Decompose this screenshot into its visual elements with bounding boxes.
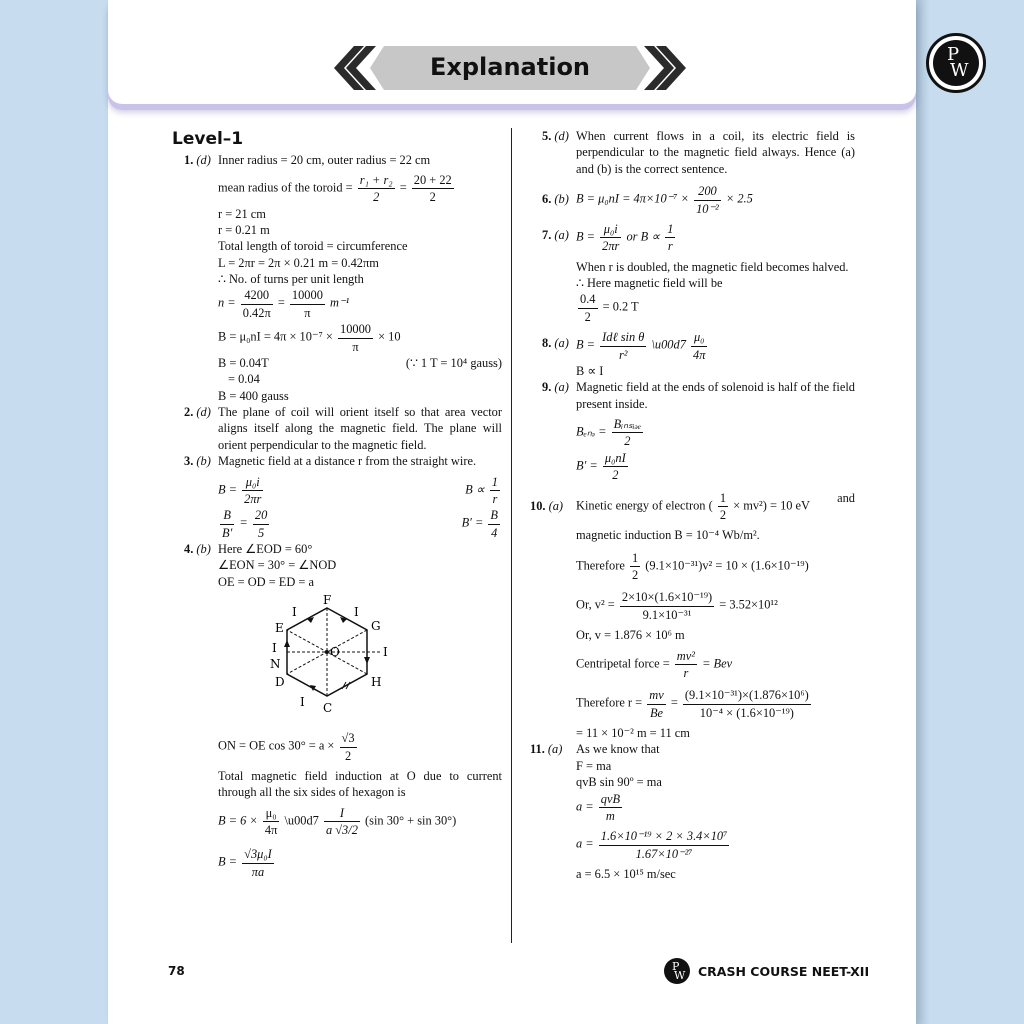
page-edge-shadow <box>916 0 930 1024</box>
question-4: 4. (b) Here ∠EOD = 60° ∠EON = 30° = ∠NOD OE = OD = ED = a F I G I H C I D N I E I O ON = OE cos 30° = a × $\frac{√3}{2}$ Total magnetic field induction at O due to current through all the six sides of hexagon is B = 6 × $\frac{\text{μ₀}}{4\pi}$ \u00d7 $\frac{I}{a √3/2}$ (sin 30° + sin 30°) B = $\frac{\text{√3μ₀I}}{\pi a}$ <box>184 542 502 879</box>
question-5: 5. (d) When current flows in a coil, its electric field is perpendicular to the magnetic field always. Hence (a) and (b) is the correct sentence. <box>542 129 855 176</box>
hex-label-H: H <box>371 675 382 690</box>
hexagon-diagram <box>272 594 412 726</box>
right-chevrons-icon <box>648 46 688 90</box>
hex-label-I-top-right: I <box>354 605 359 620</box>
question-6: 6. (b) B = μ₀nI = 4π×10⁻⁷ × $\frac{200}{\text{10⁻²}}$ × 2.5 <box>542 184 753 216</box>
hex-label-O: O <box>330 645 340 660</box>
question-1: 1. (d) Inner radius = 20 cm, outer radius = 22 cm mean radius of the toroid = $\frac{\text{r₁ + r₂}}{2}$ = $\frac{20 + 22}{2}$ r = 21 cm r = 0.21 m Total length of toroid = circumference L = 2πr = 2π × 0.21 m = 0.42πm ∴ No. of turns per unit length n = $\frac{4200}{0.42\pi}$ = $\frac{10000}{\pi}$ m⁻¹ B = μ₀nI = 4π × 10⁻⁷ × $\frac{10000}{\pi}$ × 10 B = 0.04T (∵ 1 T = 10⁴ gauss) = 0.04 B = 400 gauss <box>184 153 502 403</box>
hex-label-C: C <box>323 701 333 716</box>
hex-label-F: F <box>323 593 332 608</box>
hex-label-I-left: I <box>272 641 277 656</box>
question-11: 11. (a) As we know that F = ma qvB sin 90º = ma a = $\frac{\text{qvB}}{m}$ a = $\frac{\text{1.6×10⁻¹⁹ × 2 × 3.4×10⁷}}{\text{1.67×10⁻²⁷}}$ a = 6.5 × 10¹⁵ m/sec <box>530 742 728 881</box>
left-column <box>172 128 502 880</box>
question-10: 10. (a) Kinetic energy of electron ( $\frac{1}{2}$ × mv²) = 10 eV and magnetic induction B = 10⁻⁴ Wb/m². Therefore $\frac{1}{2}$ (9.1×10⁻³¹)v² = 10 × (1.6×10⁻¹⁹) Or, v² = $\frac{\text{2×10×(1.6×10⁻¹⁹)}}{\text{9.1×10⁻³¹}}$ = 3.52×10¹² Or, v = 1.876 × 10⁶ m Centripetal force = $\frac{\text{mv²}}{r}$ = Bev Therefore r = $\frac{mv}{Be}$ = $\frac{\text{(9.1×10⁻³¹)×(1.876×10⁶)}}{\text{10⁻⁴ × (1.6×10⁻¹⁹)}}$ = 11 × 10⁻² m = 11 cm <box>530 490 855 740</box>
pw-logo: P W <box>926 33 986 93</box>
hex-label-G: G <box>371 619 381 634</box>
hex-label-I-right: I <box>383 645 388 660</box>
page-title: Explanation <box>429 53 591 81</box>
title-banner <box>332 46 688 90</box>
hex-label-I-bottom: I <box>300 695 305 710</box>
column-divider <box>511 128 512 943</box>
footer-brand <box>664 957 869 985</box>
hex-label-N: N <box>270 657 281 672</box>
question-9: 9. (a) Magnetic field at the ends of solenoid is half of the field present inside. Bₑₙₔ = $\frac{\text{Bᵢₙₛᵢₔₑ}}{2}$ B′ = $\frac{\text{μ₀nI}}{2}$ <box>542 380 855 483</box>
question-3: 3. (b) Magnetic field at a distance r from the straight wire. B = $\frac{\text{μ₀i}}{2\pi r}$ B ∝ $\frac{1}{r}$ $\frac{B}{B'}$ = $\frac{20}{5}$ B′ = $\frac{B}{4}$ <box>184 454 498 540</box>
hex-label-D: D <box>275 675 285 690</box>
footer-brand-text: CRASH COURSE NEET-XII <box>698 963 870 979</box>
page-number: 78 <box>168 964 185 978</box>
question-8: 8. (a) B = $\frac{\text{Idℓ sin θ}}{\text{r²}}$ \u00d7 $\frac{\text{μ₀}}{4\pi}$ B ∝ I <box>542 330 706 378</box>
right-column <box>530 128 855 882</box>
question-7: 7. (a) B = $\frac{\text{μ₀i}}{2\pi r}$ or B ∝ $\frac{1}{r}$ When r is doubled, the magnetic field becomes halved. ∴ Here magnetic field will be $\frac{0.4}{2}$ = 0.2 T <box>542 221 849 324</box>
pw-footer-logo-icon: P W <box>664 958 690 984</box>
level-heading: Level–1 <box>172 129 244 149</box>
hex-label-I-top-left: I <box>292 605 297 620</box>
hex-label-E: E <box>275 621 284 636</box>
question-2: 2. (d) The plane of coil will orient itself so that area vector aligns itself along the magnetic field. The plane will orient perpendicular to the magnetic field. <box>184 405 502 452</box>
